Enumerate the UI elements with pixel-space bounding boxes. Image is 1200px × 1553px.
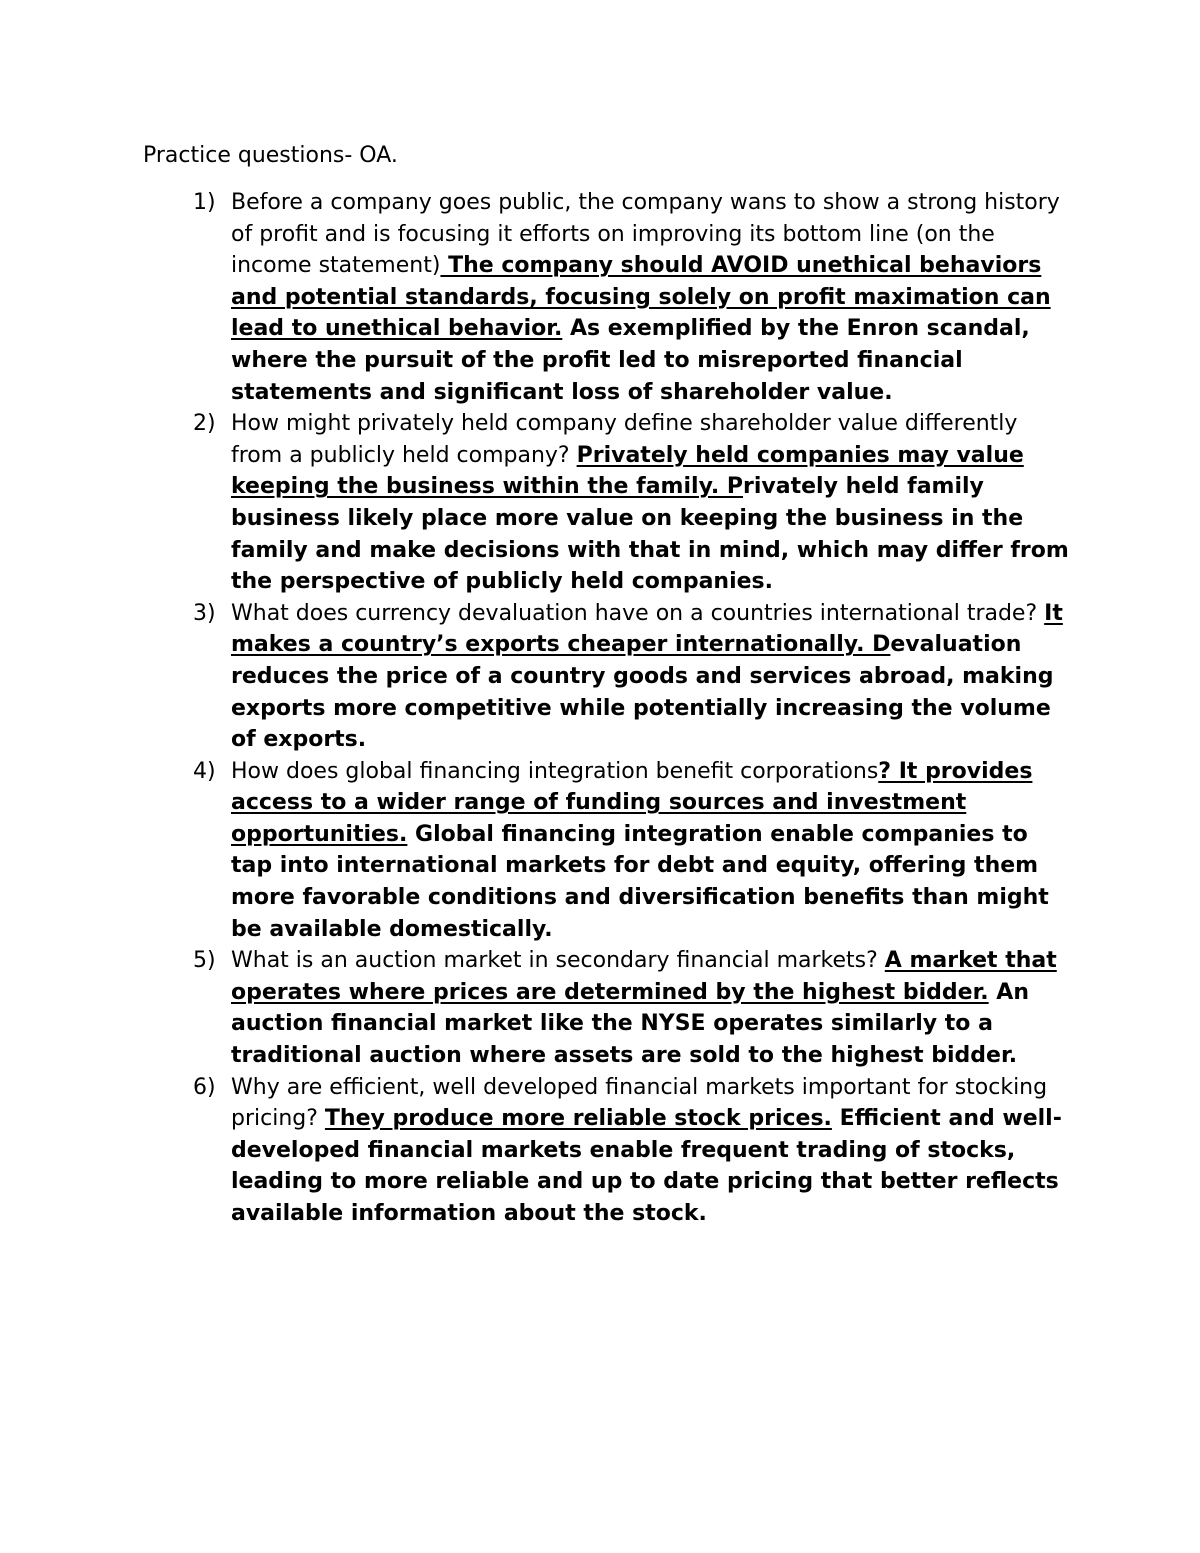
question-number: 6) (193, 1074, 216, 1100)
answer-text: Privately held companies may value keeping the business within the family. P (231, 442, 1024, 500)
question-list (0, 187, 1200, 1230)
document-title: Practice questions- OA. (143, 143, 398, 168)
answer-text: The company should AVOID unethical behaviors and potential standards, focusing solely on profit maximation can lead to unethical behavior. (231, 253, 1051, 342)
answer-text: A market that operates where prices are determined by the highest bidder. (231, 948, 1057, 1005)
question-number: 1) (193, 190, 216, 215)
question-item (0, 945, 1071, 1071)
explanation-text: evaluation reduces the price of a country goods and services abroad, making exports more competitive while potentially increasing the volume of exports. (231, 632, 1054, 753)
answer-text: ? It provides access to a wider range of funding sources and investment opportunities. (231, 758, 1033, 847)
question-text: How might privately held company define shareholder value differently from a publicly held company? (231, 411, 1018, 468)
question-number: 4) (193, 758, 216, 784)
question-item (0, 1072, 1071, 1230)
answer-text: They produce more reliable stock prices. (324, 1106, 832, 1132)
question-item (0, 408, 1071, 598)
explanation-text: As exemplified by the Enron scandal, where the pursuit of the profit led to misreported financial statements and significant loss of shareholder value. (231, 316, 1030, 405)
explanation-text: Efficient and well-developed financial markets enable frequent trading of stocks, leading to more reliable and up to date pricing that better reflects available information about the stock. (231, 1106, 1062, 1226)
explanation-text: An auction financial market like the NYSE operates similarly to a traditional auction where assets are sold to the highest bidder. (231, 979, 1029, 1069)
answer-text: It makes a country’s exports cheaper internationally. D (231, 600, 1063, 658)
question-number: 3) (193, 600, 216, 626)
question-number: 5) (193, 948, 216, 974)
question-text: What is an auction market in secondary financial markets? (231, 948, 885, 974)
explanation-text: Global financing integration enable companies to tap into international markets for debt and equity, offering them more favorable conditions and diversification benefits than might be available domestically. (231, 821, 1049, 942)
question-item (0, 187, 1071, 408)
explanation-text: rivately held family business likely place more value on keeping the business in the family and make decisions with that in mind, which may differ from the perspective of publicly held companies. (231, 474, 1069, 595)
question-text: Why are efficient, well developed financial markets important for stocking pricing? (231, 1074, 1048, 1132)
question-item (0, 756, 1071, 946)
question-text: How does global financing integration benefit corporations (231, 758, 879, 784)
question-number: 2) (193, 411, 216, 437)
question-text: What does currency devaluation have on a countries international trade? (231, 600, 1045, 626)
question-item (0, 598, 1071, 756)
question-text: Before a company goes public, the company wans to show a strong history of profit and is focusing it efforts on improving its bottom line (on the income statement) (231, 190, 1060, 279)
